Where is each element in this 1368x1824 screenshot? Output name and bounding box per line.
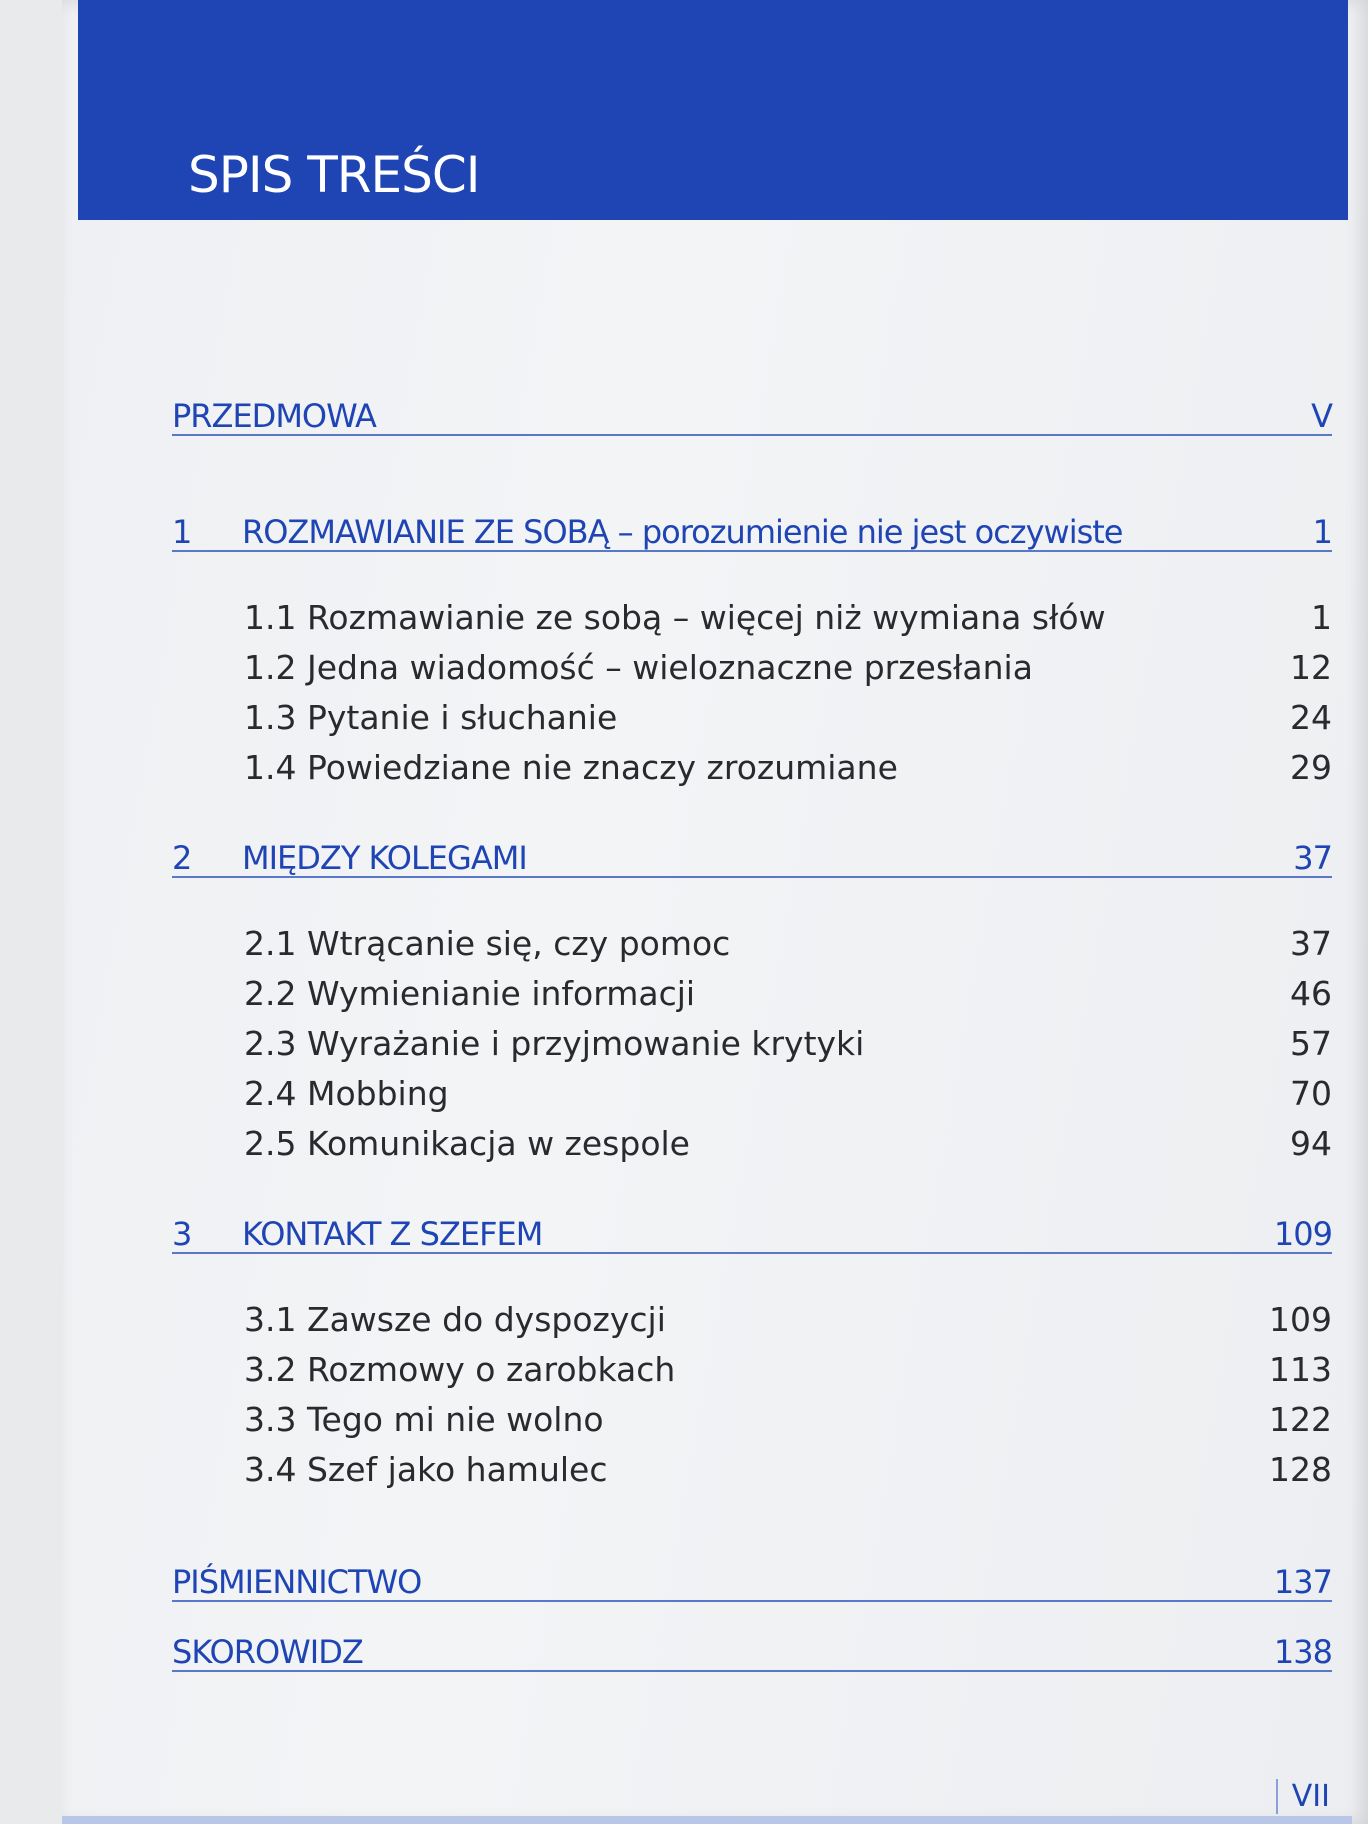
section-page: 12 (1290, 648, 1332, 687)
section-page: 46 (1290, 974, 1332, 1013)
chapter-page: 37 (1293, 839, 1332, 877)
toc-entry-title: PIŚMIENNICTWO (172, 1563, 422, 1601)
section-page: 113 (1269, 1350, 1332, 1389)
section-title: 2.1 Wtrącanie się, czy pomoc (244, 924, 731, 963)
toc-chapter-1 (172, 496, 1332, 552)
chapter-title: MIĘDZY KOLEGAMI (242, 839, 527, 877)
toc-entry-title: PRZEDMOWA (172, 397, 376, 435)
section-page: 128 (1269, 1450, 1332, 1489)
section-title: 2.3 Wyrażanie i przyjmowanie krytyki (244, 1024, 865, 1063)
chapter-title: KONTAKT Z SZEFEM (242, 1215, 543, 1253)
toc-section (172, 634, 1332, 687)
section-page: 57 (1290, 1024, 1332, 1063)
toc-section (172, 1060, 1332, 1113)
chapter-title: ROZMAWIANIE ZE SOBĄ – porozumienie nie jest oczywiste (242, 513, 1123, 551)
section-page: 37 (1290, 924, 1332, 963)
section-title: 1.1 Rozmawianie ze sobą – więcej niż wymiana słów (244, 598, 1106, 637)
toc-entry-page: 138 (1273, 1633, 1332, 1671)
section-title: 1.4 Powiedziane nie znaczy zrozumiane (244, 748, 898, 787)
chapter-page: 1 (1312, 513, 1332, 551)
section-title: 3.4 Szef jako hamulec (244, 1450, 608, 1489)
toc-entry-przedmowa (172, 380, 1332, 436)
toc-section (172, 910, 1332, 963)
page-title: SPIS TREŚCI (188, 146, 480, 204)
toc-section (172, 1010, 1332, 1063)
section-page: 29 (1290, 748, 1332, 787)
section-title: 2.2 Wymienianie informacji (244, 974, 696, 1013)
chapter-number: 1 (172, 513, 192, 551)
header-band (78, 0, 1348, 220)
toc-section (172, 960, 1332, 1013)
section-page: 24 (1290, 698, 1332, 737)
section-page: 109 (1269, 1300, 1332, 1339)
section-title: 3.3 Tego mi nie wolno (244, 1400, 604, 1439)
section-page: 1 (1311, 598, 1332, 637)
table-of-contents (172, 380, 1332, 1672)
chapter-page: 109 (1273, 1215, 1332, 1253)
section-title: 3.2 Rozmowy o zarobkach (244, 1350, 676, 1389)
section-title: 2.5 Komunikacja w zespole (244, 1124, 690, 1163)
section-page: 94 (1290, 1124, 1332, 1163)
chapter-number: 3 (172, 1215, 192, 1253)
toc-entry-page: V (1311, 397, 1332, 435)
footer-strip (62, 1816, 1352, 1824)
toc-section (172, 684, 1332, 737)
page-number: VII (1276, 1779, 1330, 1814)
section-title: 3.1 Zawsze do dyspozycji (244, 1300, 666, 1339)
section-page: 122 (1269, 1400, 1332, 1439)
toc-section (172, 1110, 1332, 1163)
toc-section (172, 1386, 1332, 1439)
toc-entry-title: SKOROWIDZ (172, 1633, 363, 1671)
section-title: 1.3 Pytanie i słuchanie (244, 698, 618, 737)
toc-chapter-2 (172, 822, 1332, 878)
toc-chapter-3 (172, 1198, 1332, 1254)
book-page (62, 0, 1368, 1824)
section-title: 1.2 Jedna wiadomość – wieloznaczne przesłania (244, 648, 1033, 687)
toc-section (172, 734, 1332, 787)
section-title: 2.4 Mobbing (244, 1074, 449, 1113)
toc-entry-skorowidz (172, 1616, 1332, 1672)
toc-section (172, 1336, 1332, 1389)
section-page: 70 (1290, 1074, 1332, 1113)
toc-entry-page: 137 (1273, 1563, 1332, 1601)
toc-entry-pismiennictwo (172, 1546, 1332, 1602)
toc-section (172, 584, 1332, 637)
toc-section (172, 1436, 1332, 1489)
chapter-number: 2 (172, 839, 192, 877)
toc-section (172, 1286, 1332, 1339)
